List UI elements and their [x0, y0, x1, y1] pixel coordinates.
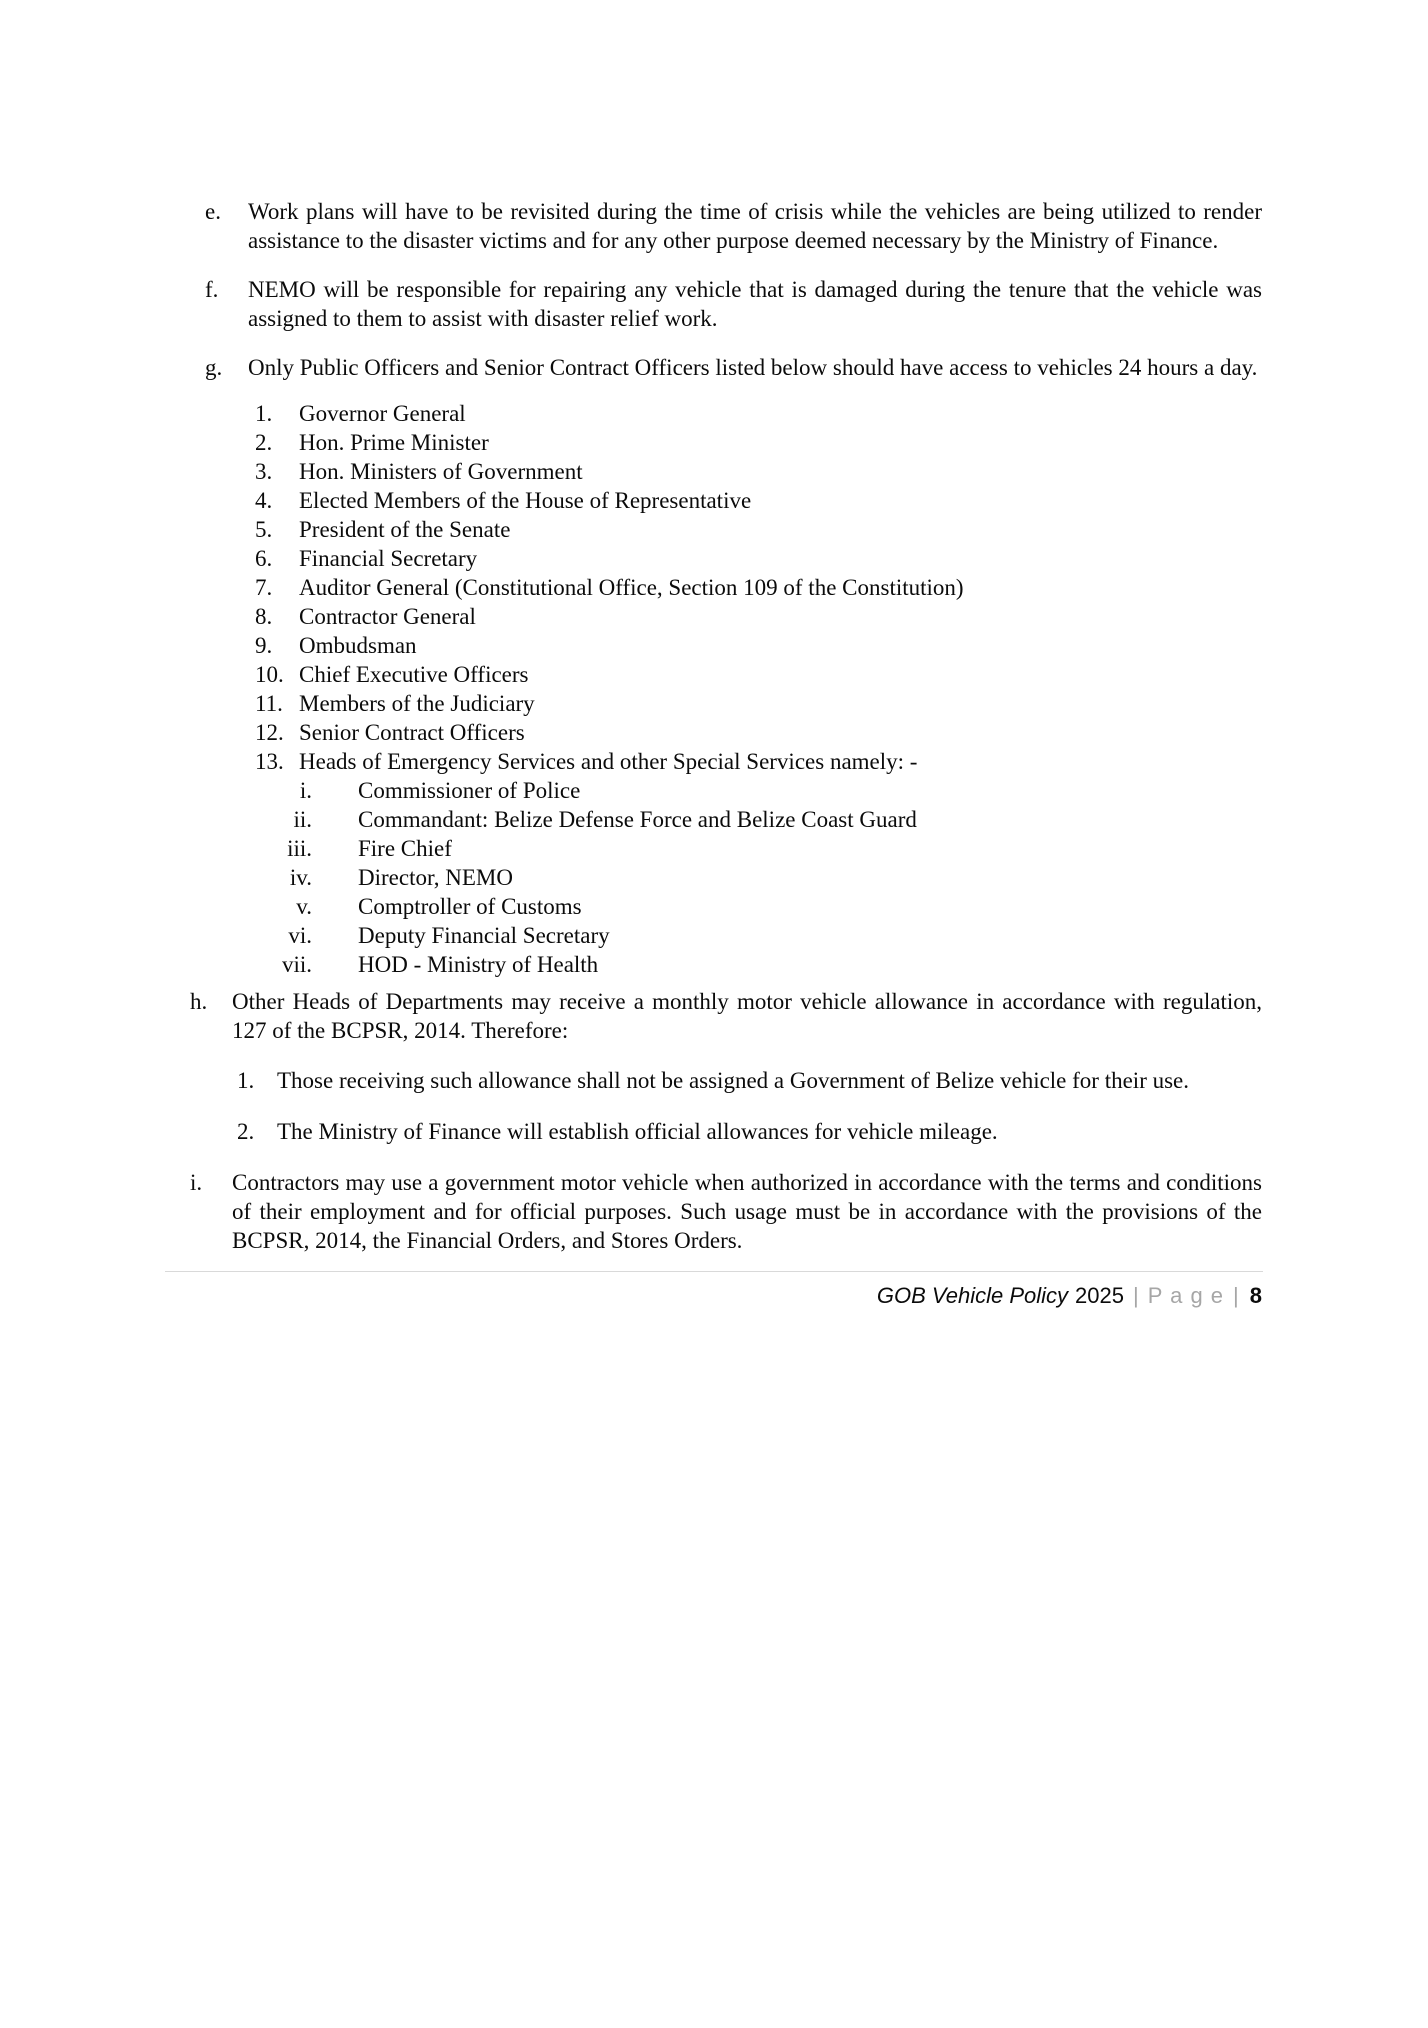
list-item — [240, 776, 1262, 805]
list-marker: 4. — [255, 488, 273, 513]
list-item-text: President of the Senate — [299, 517, 511, 542]
list-item — [237, 1066, 1262, 1095]
list-item — [255, 428, 1262, 457]
list-marker: 13. — [255, 749, 284, 774]
paragraph-text-f: NEMO will be responsible for repairing any vehicle that is damaged during the tenure that the vehicle was assigned to them to assist with disaster relief work. — [248, 277, 1262, 331]
authorized-officers-list — [0, 399, 1428, 776]
document-body — [0, 197, 1428, 1255]
list-item-text: Members of the Judiciary — [299, 691, 535, 716]
list-marker: vi. — [288, 923, 312, 948]
list-marker: iii. — [287, 836, 312, 861]
list-item-text: Those receiving such allowance shall not be assigned a Government of Belize vehicle for their use. — [277, 1068, 1190, 1093]
list-marker: 7. — [255, 575, 273, 600]
list-item — [255, 631, 1262, 660]
footer-year: 2025 — [1075, 1283, 1124, 1308]
list-item — [237, 1117, 1262, 1146]
list-item-text: HOD - Ministry of Health — [358, 952, 599, 977]
list-item — [255, 660, 1262, 689]
list-item-text: Commandant: Belize Defense Force and Belize Coast Guard — [358, 807, 917, 832]
list-item — [255, 457, 1262, 486]
paragraph-text-h: Other Heads of Departments may receive a monthly motor vehicle allowance in accordance with regulation, 127 of the BCPSR, 2014. Therefore: — [232, 989, 1262, 1043]
footer-page-label: P a g e — [1147, 1283, 1225, 1308]
list-marker: 2. — [237, 1119, 255, 1144]
list-marker: iv. — [289, 865, 312, 890]
list-item — [255, 486, 1262, 515]
list-item-h — [0, 987, 1428, 1045]
list-marker: 6. — [255, 546, 273, 571]
list-item — [240, 921, 1262, 950]
paragraph-text-i: Contractors may use a government motor vehicle when authorized in accordance with the terms and conditions of their employment and for official purposes. Such usage must be in accordance with the provisions of the BCPSR, 2014, the Financial Orders, and Stores Orders. — [232, 1170, 1262, 1253]
list-marker: 2. — [255, 430, 273, 455]
footer-doc-title: GOB Vehicle Policy — [876, 1283, 1069, 1308]
list-item — [255, 399, 1262, 428]
footer-separator: | — [1233, 1283, 1239, 1308]
list-marker-g: g. — [205, 355, 223, 380]
list-marker-e: e. — [205, 199, 221, 224]
list-marker: 8. — [255, 604, 273, 629]
list-item — [255, 515, 1262, 544]
list-marker-f: f. — [205, 277, 219, 302]
list-marker: 3. — [255, 459, 273, 484]
list-marker: 1. — [237, 1068, 255, 1093]
list-marker: 10. — [255, 662, 284, 687]
paragraph-text-e: Work plans will have to be revisited during the time of crisis while the vehicles are being utilized to render assistance to the disaster victims and for any other purpose deemed necessary by the Ministry of Finance. — [248, 199, 1262, 253]
allowance-rules-list — [0, 1066, 1428, 1146]
list-item-text: Deputy Financial Secretary — [358, 923, 610, 948]
list-marker: 9. — [255, 633, 273, 658]
footer-page-number: 8 — [1249, 1283, 1262, 1308]
list-item-text: Auditor General (Constitutional Office, Section 109 of the Constitution) — [299, 575, 964, 600]
list-marker: 12. — [255, 720, 284, 745]
list-item-text: Hon. Prime Minister — [299, 430, 489, 455]
list-item — [255, 747, 1262, 776]
list-item-e — [0, 197, 1428, 255]
list-item-text: Senior Contract Officers — [299, 720, 525, 745]
list-item — [255, 573, 1262, 602]
special-services-list — [0, 776, 1428, 979]
list-item — [255, 544, 1262, 573]
footer-separator: | — [1132, 1283, 1139, 1308]
list-item-text: Director, NEMO — [358, 865, 513, 890]
list-item — [240, 892, 1262, 921]
list-item-text: Heads of Emergency Services and other Special Services namely: - — [299, 749, 918, 774]
list-item — [240, 805, 1262, 834]
list-marker: i. — [299, 778, 312, 803]
list-item-text: Ombudsman — [299, 633, 417, 658]
page-footer — [0, 1281, 1428, 1311]
list-marker-i: i. — [190, 1170, 203, 1195]
list-marker: 11. — [255, 691, 283, 716]
list-item-text: Fire Chief — [358, 836, 452, 861]
list-item-text: Contractor General — [299, 604, 476, 629]
list-item-text: Financial Secretary — [299, 546, 478, 571]
list-item-g — [0, 353, 1428, 382]
list-item-text: The Ministry of Finance will establish official allowances for vehicle mileage. — [277, 1119, 998, 1144]
list-item-text: Commissioner of Police — [358, 778, 581, 803]
list-marker: v. — [296, 894, 312, 919]
list-marker-h: h. — [190, 989, 208, 1014]
list-item-text: Comptroller of Customs — [358, 894, 582, 919]
list-item-text: Elected Members of the House of Representative — [299, 488, 752, 513]
list-item — [240, 950, 1262, 979]
list-marker: 5. — [255, 517, 273, 542]
list-item — [240, 863, 1262, 892]
list-item-i — [0, 1168, 1428, 1255]
list-marker: 1. — [255, 401, 273, 426]
list-item — [255, 602, 1262, 631]
list-marker: ii. — [293, 807, 312, 832]
list-item-text: Hon. Ministers of Government — [299, 459, 583, 484]
footer-divider — [165, 1271, 1263, 1272]
list-item — [255, 689, 1262, 718]
list-marker: vii. — [281, 952, 312, 977]
paragraph-text-g: Only Public Officers and Senior Contract Officers listed below should have access to vehicles 24 hours a day. — [248, 355, 1258, 380]
list-item-text: Chief Executive Officers — [299, 662, 529, 687]
list-item-text: Governor General — [299, 401, 466, 426]
list-item-f — [0, 275, 1428, 333]
list-item — [255, 718, 1262, 747]
list-item — [240, 834, 1262, 863]
